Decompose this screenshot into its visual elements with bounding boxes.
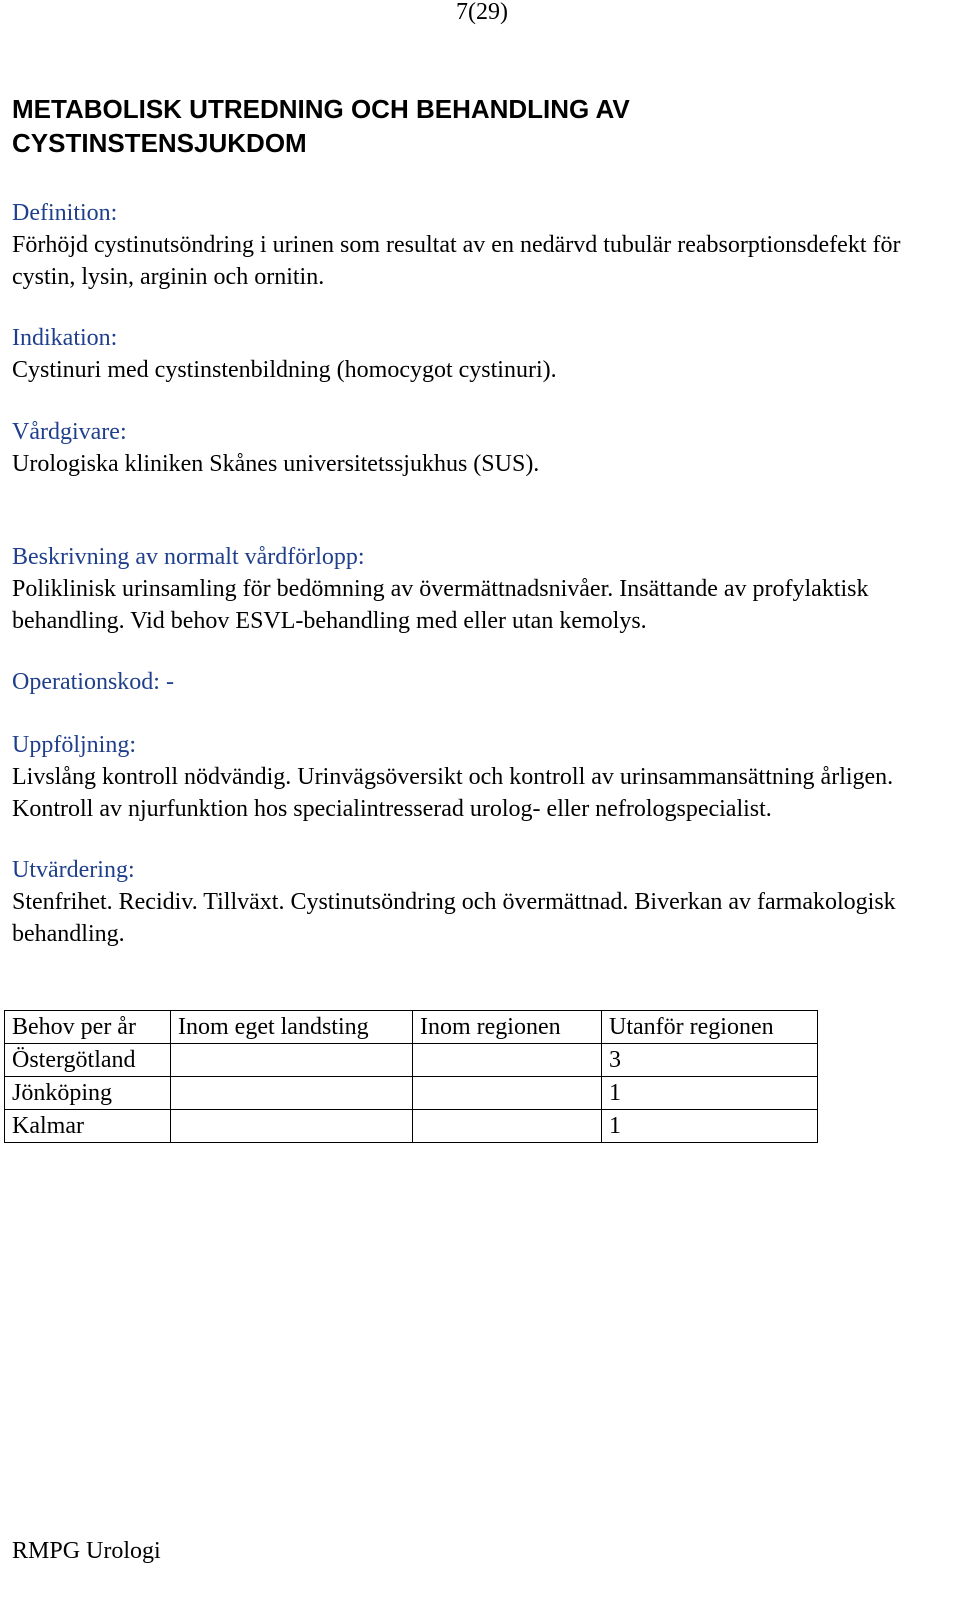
beskrivning-label: Beskrivning av normalt vårdförlopp: <box>12 544 365 570</box>
header-cell: Inom regionen <box>413 1011 602 1044</box>
utvardering-text: Stenfrihet. Recidiv. Tillväxt. Cystinutsöndring och övermättnad. Biverkan av farmakologisk behandling. <box>12 889 896 947</box>
uppfoljning-label: Uppföljning: <box>12 732 136 758</box>
indikation-text: Cystinuri med cystinstenbildning (homocygot cystinuri). <box>12 357 557 383</box>
vardgivare-text: Urologiska kliniken Skånes universitetssjukhus (SUS). <box>12 451 540 477</box>
section-utvardering <box>12 854 952 950</box>
operationskod-value: - <box>165 669 174 695</box>
operationskod-label: Operationskod: <box>12 669 160 695</box>
needs-table <box>4 1010 818 1143</box>
vardgivare-label: Vårdgivare: <box>12 419 127 445</box>
table-row <box>5 1077 818 1110</box>
table-cell: 1 <box>602 1077 818 1110</box>
section-operationskod <box>12 666 952 698</box>
table-cell <box>413 1110 602 1143</box>
table-cell: 3 <box>602 1044 818 1077</box>
footer-text: RMPG Urologi <box>12 1538 161 1564</box>
uppfoljning-text: Livslång kontroll nödvändig. Urinvägsöversikt och kontroll av urinsammansättning årligen. Kontroll av njurfunktion hos specialintresserad urolog- eller nefrologspecialist. <box>12 764 894 822</box>
section-definition <box>12 197 952 293</box>
table-cell: 1 <box>602 1110 818 1143</box>
section-beskrivning <box>12 541 952 637</box>
table-cell <box>171 1110 413 1143</box>
section-indikation <box>12 322 952 386</box>
header-cell: Inom eget landsting <box>171 1011 413 1044</box>
table-cell <box>171 1044 413 1077</box>
table-cell: Kalmar <box>5 1110 171 1143</box>
table-cell <box>413 1077 602 1110</box>
page-number: 7(29) <box>456 0 508 25</box>
table-cell: Östergötland <box>5 1044 171 1077</box>
header-cell: Utanför regionen <box>602 1011 818 1044</box>
section-uppfoljning <box>12 729 952 825</box>
definition-label: Definition: <box>12 200 118 226</box>
section-vardgivare <box>12 416 952 480</box>
indikation-label: Indikation: <box>12 325 118 351</box>
table-header-row <box>5 1011 818 1044</box>
document-title: METABOLISK UTREDNING OCH BEHANDLING AV CYSTINSTENSJUKDOM <box>12 94 630 158</box>
table-row <box>5 1110 818 1143</box>
utvardering-label: Utvärdering: <box>12 857 135 883</box>
beskrivning-text: Poliklinisk urinsamling för bedömning av övermättnadsnivåer. Insättande av profylaktisk behandling. Vid behov ESVL-behandling med eller utan kemolys. <box>12 576 869 634</box>
table-row <box>5 1044 818 1077</box>
table-cell <box>171 1077 413 1110</box>
table-cell: Jönköping <box>5 1077 171 1110</box>
definition-text: Förhöjd cystinutsöndring i urinen som resultat av en nedärvd tubulär reabsorptionsdefekt för cystin, lysin, arginin och ornitin. <box>12 232 901 290</box>
header-cell: Behov per år <box>5 1011 171 1044</box>
table-cell <box>413 1044 602 1077</box>
